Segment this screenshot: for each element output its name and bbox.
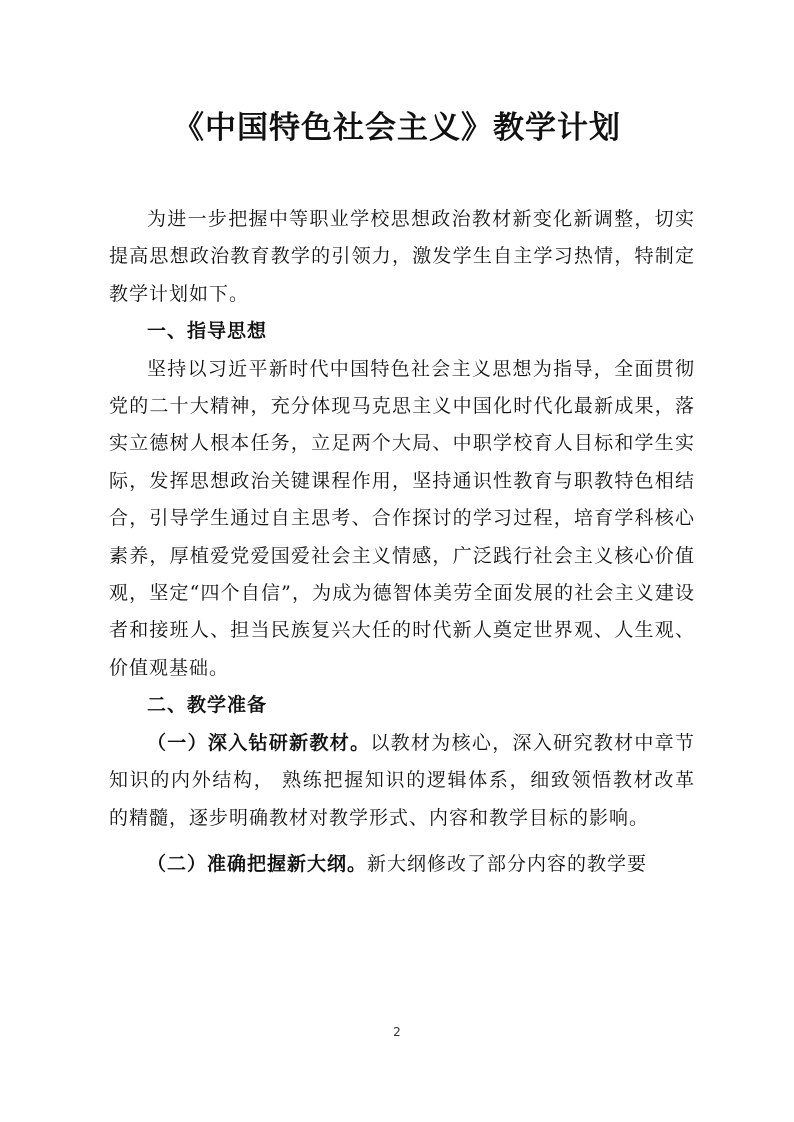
document-body (109, 201, 695, 883)
section-heading-guiding-ideology: 一、指导思想 (147, 320, 268, 343)
preparation-item-1-label: （一）深入钻研新教材。 (147, 731, 371, 754)
page-number: 2 (393, 1025, 401, 1039)
guiding-ideology-paragraph: 坚持以习近平新时代中国特色社会主义思想为指导，全面贯彻党的二十大精神，充分体现马克思主义中国化时代化最新成果，落实立德树人根本任务，立足两个大局、中职学校育人目标和学生实际，发挥思想政治关键课程作用，坚持通识性教育与职教特色相结合，引导学生通过自主思考、合作探讨的学习过程，培育学科核心素养，厚植爱党爱国爱社会主义情感，广泛践行社会主义核心价值观，坚定“四个自信”，为成为德智体美劳全面发展的社会主义建设者和接班人、担当民族复兴大任的时代新人奠定世界观、人生观、价值观基础。 (109, 357, 695, 679)
preparation-item-1 (109, 725, 695, 837)
preparation-item-2-label: （二）准确把握新大纲。 (147, 852, 368, 875)
intro-paragraph: 为进一步把握中等职业学校思想政治教材新变化新调整，切实提高思想政治教育教学的引领力，激发学生自主学习热情，特制定教学计划如下。 (109, 208, 695, 305)
preparation-item-2 (109, 846, 695, 883)
section-heading-teaching-preparation: 二、教学准备 (147, 694, 268, 717)
preparation-item-2-text: 新大纲修改了部分内容的教学要 (367, 852, 648, 875)
preparation-item-1-text: 以教材为核心，深入研究教材中章节知识的内外结构， 熟练把握知识的逻辑体系，细致领悟教材改革的精髓，逐步明确教材对教学形式、内容和教学目标的影响。 (109, 731, 695, 829)
document-title: 《中国特色社会主义》教学计划 (173, 110, 621, 146)
